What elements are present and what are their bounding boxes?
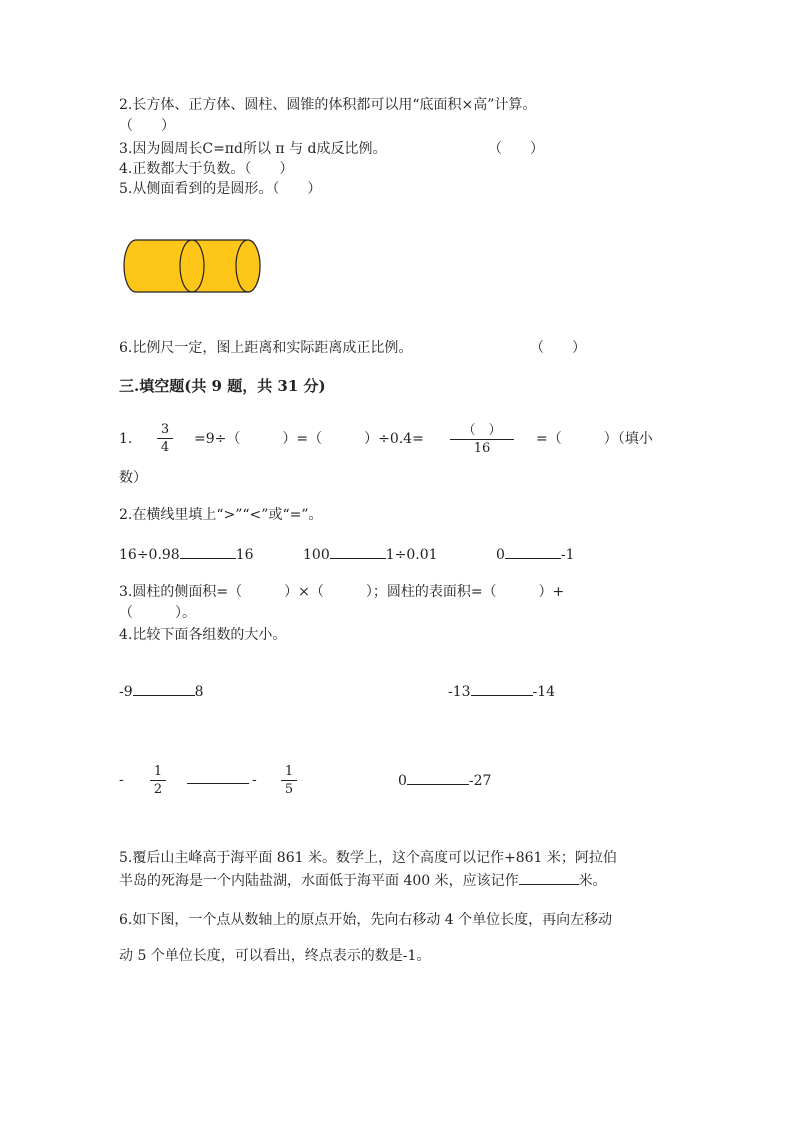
q5-text: 5.从侧面看到的是圆形。（ ） <box>119 181 322 197</box>
f2-item3: 0 -1 <box>496 547 575 563</box>
f1-frac2-num[interactable]: （ ） <box>462 423 502 438</box>
f1-continuation: 数） <box>119 470 147 486</box>
f1-part1[interactable]: =9÷（ ）=（ ）÷0.4= <box>194 431 424 447</box>
q4-text: 4.正数都大于负数。（ ） <box>119 161 294 177</box>
f2-blank1[interactable] <box>180 545 236 559</box>
f4-blank-d[interactable] <box>407 771 469 785</box>
f5-blank[interactable] <box>519 871 579 885</box>
f1-frac2-den: 16 <box>473 441 491 456</box>
f1-number: 1. <box>119 431 133 447</box>
q2-line1: 2.长方体、正方体、圆柱、圆锥的体积都可以用“底面积×高”计算。 <box>119 97 537 113</box>
f4-item-a: -9 8 <box>119 684 204 700</box>
cylinder-end-face <box>236 240 260 292</box>
f6-line2: 动 5 个单位长度，可以看出，终点表示的数是-1。 <box>119 948 431 964</box>
q3-text: 3.因为圆周长C=πd所以 π 与 d成反比例。 <box>119 141 387 157</box>
f1-fraction-blank-16[interactable] <box>450 423 514 456</box>
q6-answer-paren[interactable]: （ ） <box>530 340 586 356</box>
q2-answer-paren[interactable]: （ ） <box>119 118 175 134</box>
f6-line1: 6.如下图，一个点从数轴上的原点开始，先向右移动 4 个单位长度，再向左移动 <box>119 912 613 928</box>
f1-fraction-3-4 <box>157 422 173 455</box>
f3-line2[interactable]: （ ）。 <box>119 605 196 621</box>
f2-item1: 16÷0.98 16 <box>119 547 254 563</box>
f4-blank-c[interactable] <box>187 770 249 784</box>
f4-c-minus1: - <box>119 772 124 788</box>
f5-line2: 半岛的死海是一个内陆盐湖，水面低于海平面 400 米，应该记作 米。 <box>119 873 607 889</box>
f2-blank2[interactable] <box>330 545 386 559</box>
f4-c-minus2: - <box>252 772 257 788</box>
f1-part2[interactable]: =（ ）（填小 <box>536 431 653 447</box>
f2-text: 2.在横线里填上“>”“<”或“=”。 <box>119 507 323 523</box>
f2-blank3[interactable] <box>505 545 561 559</box>
f4-text: 4.比较下面各组数的大小。 <box>119 627 287 643</box>
q3-answer-paren[interactable]: （ ） <box>488 141 544 157</box>
section3-title: 三.填空题(共 9 题，共 31 分) <box>119 377 326 395</box>
f4-fraction-1-2: 1 2 <box>150 764 166 797</box>
f1-frac-num: 3 <box>160 422 170 437</box>
cylinder-image <box>120 236 268 296</box>
f4-item-d: 0 -27 <box>398 773 492 789</box>
f4-item-b: -13 -14 <box>448 684 556 700</box>
f5-line1: 5.覆后山主峰高于海平面 861 米。数学上，这个高度可以记作+861 米；阿拉伯 <box>119 850 617 866</box>
f4-fraction-1-5: 1 5 <box>281 764 297 797</box>
f2-item2: 100 1÷0.01 <box>303 547 438 563</box>
f4-blank-a[interactable] <box>133 682 195 696</box>
f3-line1[interactable]: 3.圆柱的侧面积=（ ）×（ ）；圆柱的表面积=（ ）+ <box>119 584 565 600</box>
f1-frac-den: 4 <box>160 440 170 455</box>
f4-blank-b[interactable] <box>471 682 533 696</box>
q6-text: 6.比例尺一定，图上距离和实际距离成正比例。 <box>119 340 413 356</box>
